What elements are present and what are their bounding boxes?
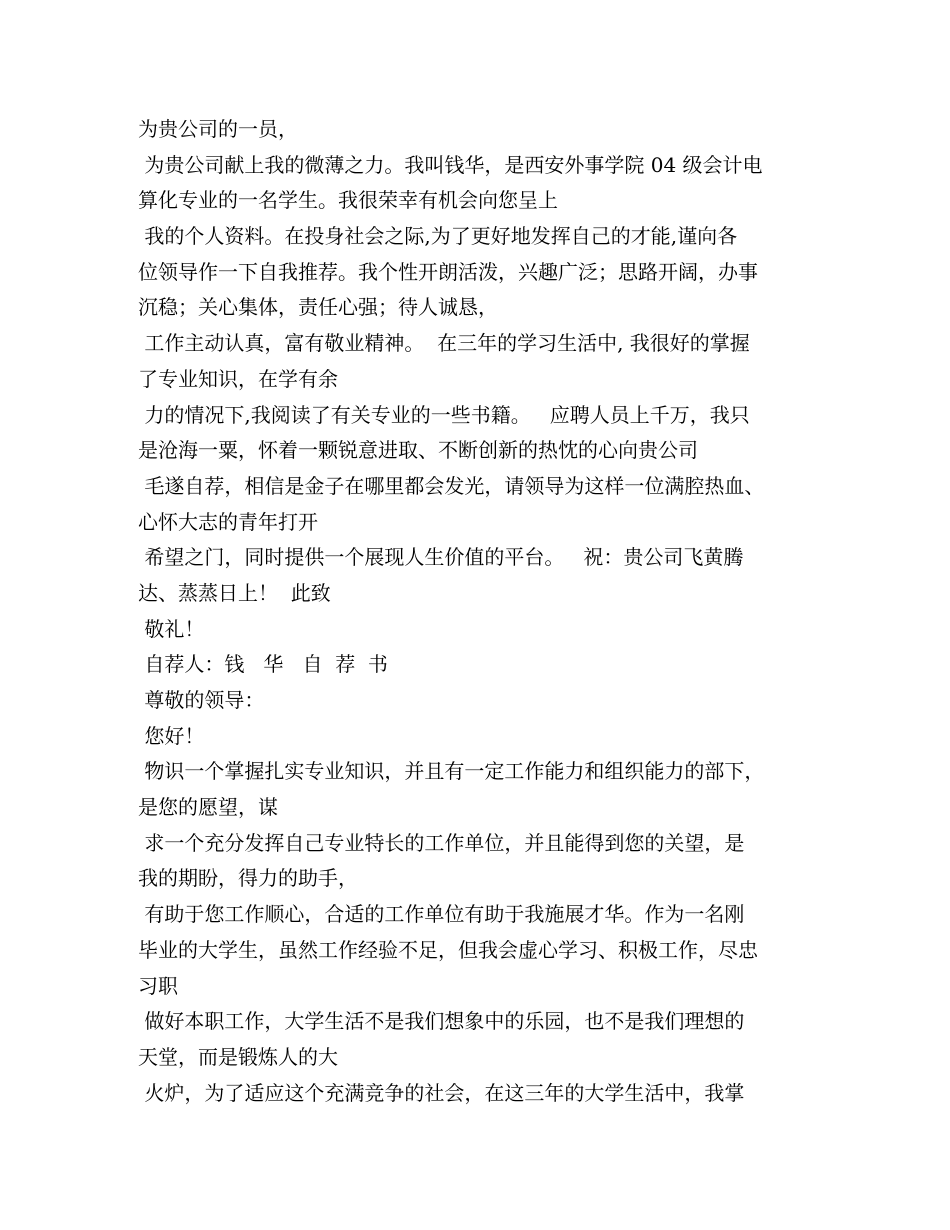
text-line: 我的个人资料。在投身社会之际,为了更好地发挥自己的才能,谨向各 [138,224,738,249]
text-line: 达、蒸蒸日上！ 此致 [138,580,331,605]
text-line: 您好！ [138,723,205,748]
text-line: 位领导作一下自我推荐。我个性开朗活泼，兴趣广泛；思路开阔，办事 [138,259,758,284]
text-line: 了专业知识，在学有余 [138,366,338,391]
text-line: 做好本职工作，大学生活不是我们想象中的乐园，也不是我们理想的 [138,1009,745,1034]
text-line: 希望之门，同时提供一个展现人生价值的平台。 祝：贵公司飞黄腾 [138,545,744,570]
text-line: 工作主动认真，富有敬业精神。 在三年的学习生活中, 我很好的掌握 [138,331,750,356]
text-line: 习职 [138,973,178,998]
document-body [138,112,838,1111]
text-line: 为贵公司的一员， [138,117,298,141]
text-line: 心怀大志的青年打开 [138,509,318,534]
text-line: 算化专业的一名学生。我很荣幸有机会向您呈上 [138,188,558,213]
text-line: 沉稳；关心集体，责任心强；待人诚恳， [138,295,498,320]
text-line: 尊敬的领导： [138,688,265,712]
text-line: 自荐人：钱 华 自 荐 书 [138,652,388,677]
text-line: 我的期盼，得力的助手， [138,866,358,891]
text-line: 求一个充分发挥自己专业特长的工作单位，并且能得到您的关望，是 [138,830,745,855]
text-line: 有助于您工作顺心，合适的工作单位有助于我施展才华。作为一名刚 [138,902,745,927]
text-line: 为贵公司献上我的微薄之力。我叫钱华，是西安外事学院 04 级会计电 [138,152,763,177]
text-line: 敬礼！ [138,616,205,641]
text-line: 力的情况下,我阅读了有关专业的一些书籍。 应聘人员上千万，我只 [138,402,750,427]
text-line: 毛遂自荐，相信是金子在哪里都会发光，请领导为这样一位满腔热血、 [138,473,765,498]
text-line: 是您的愿望，谋 [138,795,278,820]
text-line: 毕业的大学生，虽然工作经验不足，但我会虚心学习、积极工作，尽忠 [138,937,758,962]
text-line: 物识一个掌握扎实专业知识，并且有一定工作能力和组织能力的部下， [138,759,765,784]
text-line: 火炉，为了适应这个充满竞争的社会，在这三年的大学生活中，我掌 [138,1080,745,1105]
text-line: 天堂，而是锻炼人的大 [138,1044,338,1069]
text-line: 是沧海一粟，怀着一颗锐意进取、不断创新的热忱的心向贵公司 [138,438,698,463]
